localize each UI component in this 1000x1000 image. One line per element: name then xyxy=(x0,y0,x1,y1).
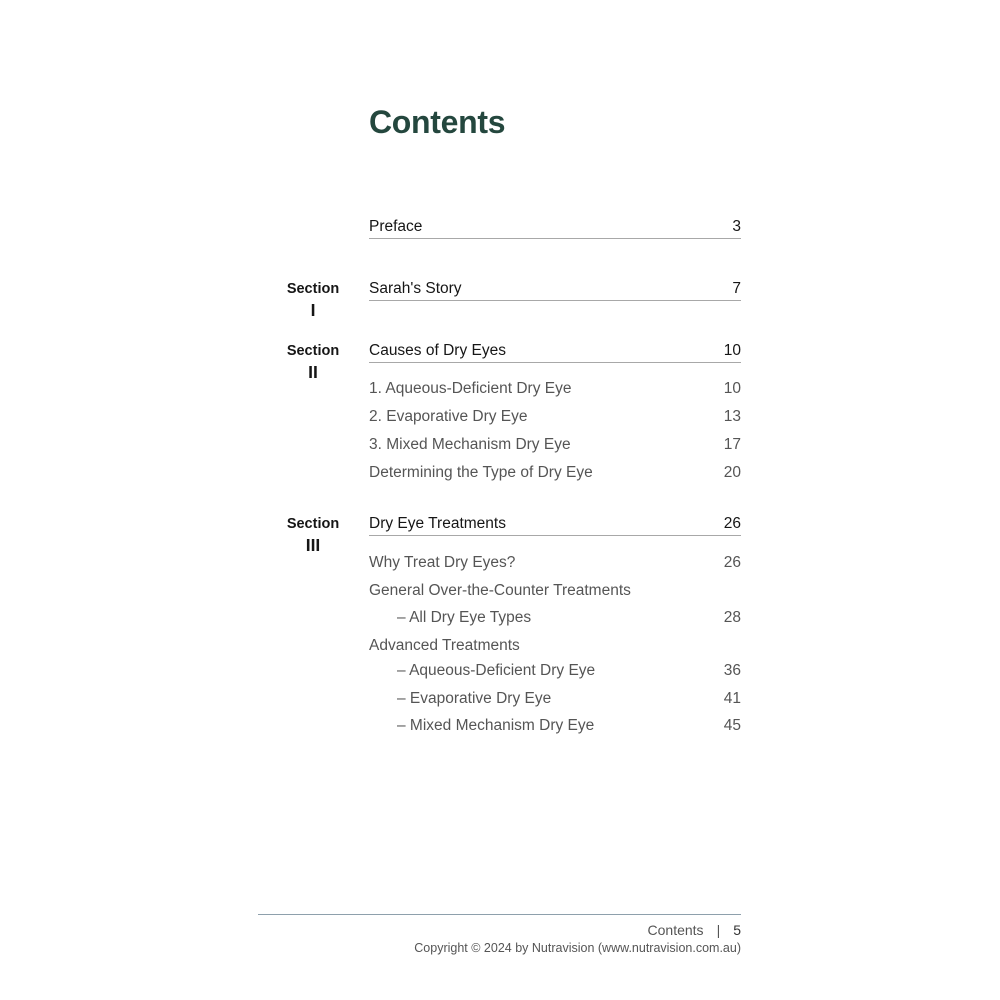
toc-subentry[interactable] xyxy=(369,432,741,456)
toc-entry-page: 36 xyxy=(723,662,741,679)
toc-subentry-heading xyxy=(369,578,741,602)
toc-entry-page: 41 xyxy=(723,690,741,707)
toc-subentry[interactable] xyxy=(369,605,741,629)
toc-entry-label: Determining the Type of Dry Eye xyxy=(369,464,593,481)
toc-entry-page: 13 xyxy=(723,408,741,425)
toc-subentry[interactable] xyxy=(369,550,741,574)
footer-divider xyxy=(258,914,741,915)
toc-entry-page: 26 xyxy=(723,554,741,571)
section-numeral: III xyxy=(305,535,321,555)
toc-entry-label: 3. Mixed Mechanism Dry Eye xyxy=(369,436,571,453)
toc-entry-dry-eye-treatments[interactable] xyxy=(369,511,741,536)
toc-entry-page: 17 xyxy=(723,436,741,453)
section-marker-2 xyxy=(276,342,350,384)
toc-entry-label: – Evaporative Dry Eye xyxy=(397,690,552,707)
toc-entry-page: 10 xyxy=(723,342,741,359)
toc-entry-page: 7 xyxy=(732,280,741,297)
footer-page-number: 5 xyxy=(733,922,741,938)
toc-subentry[interactable] xyxy=(369,404,741,428)
toc-entry-label: Dry Eye Treatments xyxy=(369,515,506,532)
section-label: Section xyxy=(286,343,340,359)
toc-entry-page: 26 xyxy=(723,515,741,532)
section-numeral: I xyxy=(310,300,316,320)
section-label: Section xyxy=(286,281,340,297)
toc-entry-page: 20 xyxy=(723,464,741,481)
toc-entry-label: – All Dry Eye Types xyxy=(397,609,532,626)
toc-entry-preface[interactable] xyxy=(369,214,741,239)
toc-subentry-heading xyxy=(369,633,741,657)
section-marker-3 xyxy=(276,515,350,557)
toc-entry-label: 2. Evaporative Dry Eye xyxy=(369,408,528,425)
page-title: Contents xyxy=(369,104,506,140)
toc-entry-label: General Over-the-Counter Treatments xyxy=(369,582,631,599)
toc-entry-label: 1. Aqueous-Deficient Dry Eye xyxy=(369,380,572,397)
footer-section-name: Contents xyxy=(647,922,704,938)
toc-entry-label: Advanced Treatments xyxy=(369,637,520,654)
section-label: Section xyxy=(286,516,340,532)
toc-entry-page: 28 xyxy=(723,609,741,626)
footer-page-reference xyxy=(648,922,741,938)
toc-entry-label: – Aqueous-Deficient Dry Eye xyxy=(397,662,596,679)
toc-entry-label: Why Treat Dry Eyes? xyxy=(369,554,516,571)
toc-entry-label: – Mixed Mechanism Dry Eye xyxy=(397,717,595,734)
toc-entry-page: 45 xyxy=(723,717,741,734)
footer-separator: | xyxy=(716,922,721,938)
toc-entry-label: Causes of Dry Eyes xyxy=(369,342,506,359)
toc-entry-label: Sarah's Story xyxy=(369,280,462,297)
copyright-notice: Copyright © 2024 by Nutravision (www.nutravision.com.au) xyxy=(414,941,741,955)
toc-entry-page: 10 xyxy=(723,380,741,397)
toc-subentry[interactable] xyxy=(369,460,741,484)
toc-subentry[interactable] xyxy=(369,713,741,737)
section-marker-1 xyxy=(276,280,350,322)
toc-entry-label: Preface xyxy=(369,218,423,235)
toc-subentry[interactable] xyxy=(369,376,741,400)
section-numeral: II xyxy=(308,362,318,382)
toc-entry-page: 3 xyxy=(732,218,741,235)
toc-subentry[interactable] xyxy=(369,686,741,710)
toc-entry-sarahs-story[interactable] xyxy=(369,276,741,301)
toc-entry-causes-of-dry-eyes[interactable] xyxy=(369,338,741,363)
toc-subentry[interactable] xyxy=(369,658,741,682)
